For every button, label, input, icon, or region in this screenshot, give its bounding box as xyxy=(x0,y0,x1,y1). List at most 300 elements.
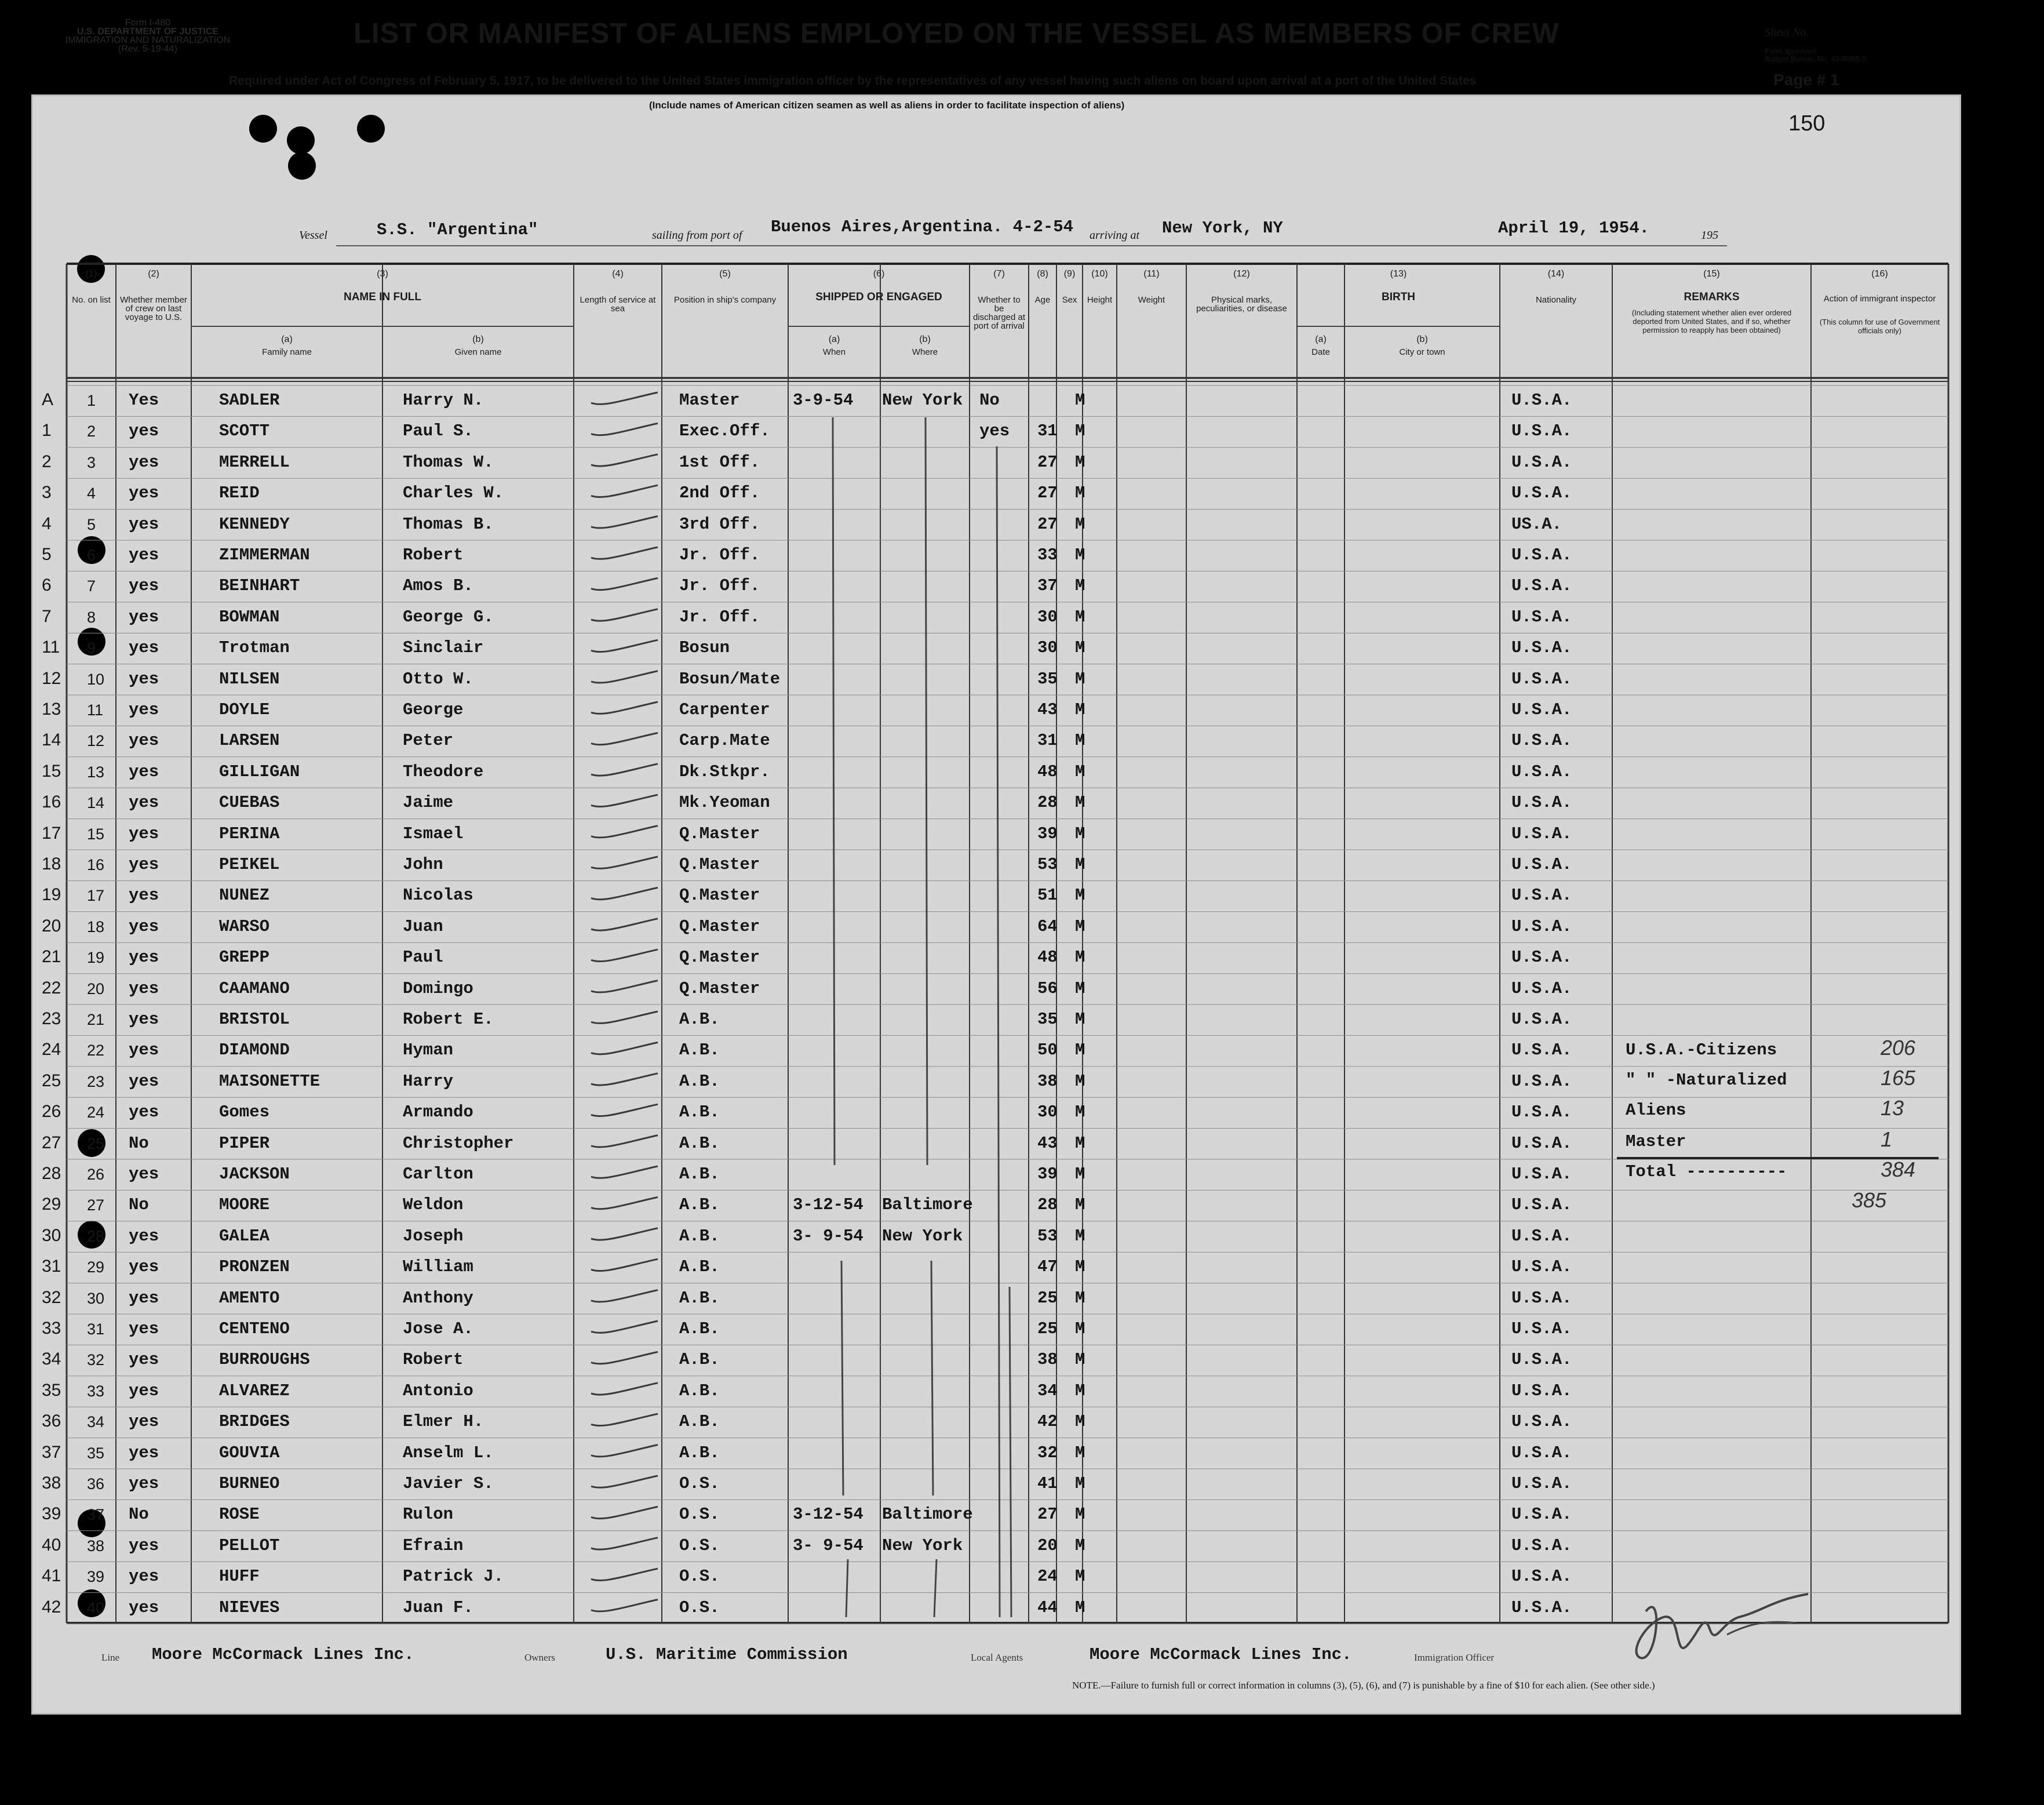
nationality: U.S.A. xyxy=(1511,1257,1572,1277)
nationality: U.S.A. xyxy=(1511,700,1572,719)
col-previous-voyage-number: (2) xyxy=(148,269,159,279)
given-name: Jose A. xyxy=(403,1319,473,1338)
service-check-mark xyxy=(591,1104,658,1116)
nationality: U.S.A. xyxy=(1511,1226,1572,1246)
sex: M xyxy=(1075,638,1085,658)
given-name: Joseph xyxy=(403,1226,464,1246)
sex: M xyxy=(1075,1443,1085,1462)
row-number: 31 xyxy=(87,1320,105,1338)
family-name: AMENTO xyxy=(219,1288,280,1308)
position: A.B. xyxy=(679,1133,720,1153)
given-name: Robert E. xyxy=(403,1010,494,1029)
col-when-label: When xyxy=(822,347,846,357)
position: Q.Master xyxy=(679,824,760,843)
position: A.B. xyxy=(679,1350,720,1370)
row-number: 9 xyxy=(87,639,96,657)
previous-voyage: yes xyxy=(129,607,159,627)
age: 27 xyxy=(1037,1505,1058,1524)
service-check-mark xyxy=(591,1383,658,1395)
given-name: Juan F. xyxy=(403,1597,473,1617)
agents-name: Moore McCormack Lines Inc. xyxy=(1090,1645,1352,1664)
family-name: MERRELL xyxy=(219,452,290,472)
year-suffix: 195 xyxy=(1701,229,1718,242)
sex: M xyxy=(1075,1195,1085,1215)
col-height-label: Height xyxy=(1087,295,1113,305)
family-name: GALEA xyxy=(219,1226,270,1246)
previous-voyage: yes xyxy=(129,576,159,596)
family-name: CAAMANO xyxy=(219,978,290,998)
family-name: BOWMAN xyxy=(219,607,280,627)
left-margin-number: 32 xyxy=(42,1287,61,1307)
service-check-mark xyxy=(591,1073,658,1085)
service-check-mark xyxy=(591,1259,658,1271)
col-action-label: Action of immigrant inspector xyxy=(1823,294,1936,304)
left-margin-number: 29 xyxy=(42,1195,61,1214)
age: 38 xyxy=(1037,1350,1058,1370)
age: 25 xyxy=(1037,1288,1058,1308)
row-number: 3 xyxy=(87,453,96,471)
sex: M xyxy=(1075,1567,1085,1586)
shipped-where: Baltimore xyxy=(882,1195,973,1215)
row-number: 36 xyxy=(87,1475,105,1493)
family-name: REID xyxy=(219,483,260,503)
row-number: 18 xyxy=(87,918,105,936)
family-name: NIEVES xyxy=(219,1597,280,1617)
family-name: ALVAREZ xyxy=(219,1381,290,1400)
col-where-label: Where xyxy=(912,347,938,357)
previous-voyage: yes xyxy=(129,1102,159,1122)
left-margin-number: 3 xyxy=(42,483,52,503)
position: Bosun xyxy=(679,638,730,658)
given-name: Elmer H. xyxy=(403,1412,484,1432)
previous-voyage: yes xyxy=(129,1535,159,1555)
col-age-number: (8) xyxy=(1037,269,1048,279)
left-margin-number: 27 xyxy=(42,1133,61,1152)
sex: M xyxy=(1075,421,1085,441)
sex: M xyxy=(1075,1040,1085,1060)
service-check-mark xyxy=(591,1011,658,1023)
sex: M xyxy=(1075,1474,1085,1493)
previous-voyage: yes xyxy=(129,855,159,874)
sex: M xyxy=(1075,731,1085,751)
sex: M xyxy=(1075,607,1085,627)
family-name: PELLOT xyxy=(219,1535,280,1555)
sex: M xyxy=(1075,1226,1085,1246)
col-weight-number: (11) xyxy=(1143,269,1160,279)
service-check-mark xyxy=(591,454,658,466)
row-number: 25 xyxy=(87,1134,105,1152)
previous-voyage: yes xyxy=(129,1597,159,1617)
position: Jr. Off. xyxy=(679,607,760,627)
position: Master xyxy=(679,391,740,410)
previous-voyage: yes xyxy=(129,762,159,781)
given-name: Domingo xyxy=(403,978,473,998)
col-action-number: (16) xyxy=(1871,269,1888,279)
given-name: Charles W. xyxy=(403,483,504,503)
row-number: 7 xyxy=(87,577,96,595)
previous-voyage: yes xyxy=(129,421,159,441)
nationality: U.S.A. xyxy=(1511,391,1572,410)
nationality: U.S.A. xyxy=(1511,1381,1572,1400)
previous-voyage: yes xyxy=(129,1040,159,1060)
left-margin-number: 15 xyxy=(42,761,61,781)
col-given-number: (b) xyxy=(472,334,484,344)
age: 44 xyxy=(1037,1597,1058,1617)
line-label: Line xyxy=(101,1652,120,1663)
nationality: U.S.A. xyxy=(1511,1040,1572,1060)
position: Q.Master xyxy=(679,916,760,936)
family-name: PERINA xyxy=(219,824,280,843)
service-check-mark xyxy=(591,516,658,528)
shipped-when: 3-12-54 xyxy=(793,1195,863,1215)
officer-label: Immigration Officer xyxy=(1414,1652,1495,1663)
nationality: U.S.A. xyxy=(1511,855,1572,874)
family-name: Gomes xyxy=(219,1102,270,1122)
sex: M xyxy=(1075,576,1085,596)
service-check-mark xyxy=(591,702,658,714)
col-remarks-number: (15) xyxy=(1703,269,1720,279)
arriving-label: arriving at xyxy=(1090,229,1140,242)
col-birth-city-label: City or town xyxy=(1399,347,1445,357)
left-margin-number: 4 xyxy=(42,514,52,533)
row-number: 12 xyxy=(87,732,105,750)
given-name: Nicolas xyxy=(403,886,473,905)
col-length-service-label: Length of service at sea xyxy=(580,295,656,314)
service-check-mark xyxy=(591,609,658,621)
previous-voyage: Yes xyxy=(129,391,159,410)
service-check-mark xyxy=(591,1042,658,1054)
left-margin-number: 24 xyxy=(42,1040,61,1060)
summary-count: 1 xyxy=(1881,1127,1893,1151)
family-name: WARSO xyxy=(219,916,270,936)
row-number: 22 xyxy=(87,1042,105,1060)
nationality: U.S.A. xyxy=(1511,669,1572,689)
nationality: U.S.A. xyxy=(1511,1597,1572,1617)
previous-voyage: yes xyxy=(129,1288,159,1308)
given-name: Armando xyxy=(403,1102,473,1122)
col-weight-label: Weight xyxy=(1138,295,1165,305)
service-check-mark xyxy=(591,1136,658,1147)
left-margin-number: 13 xyxy=(42,700,61,719)
family-name: ZIMMERMAN xyxy=(219,545,310,565)
given-name: John xyxy=(403,855,443,874)
position: A.B. xyxy=(679,1226,720,1246)
col-birth-city-number: (b) xyxy=(1416,334,1428,344)
col-physical-marks-label: Physical marks, peculiarities, or disease xyxy=(1196,295,1287,314)
summary-label: Total ---------- xyxy=(1626,1162,1787,1181)
position: A.B. xyxy=(679,1071,720,1091)
family-name: LARSEN xyxy=(219,731,280,751)
position: O.S. xyxy=(679,1567,720,1586)
family-name: NUNEZ xyxy=(219,886,270,905)
left-margin-number: 35 xyxy=(42,1380,61,1400)
subtitle: Required under Act of Congress of February 5, 1917, to be delivered to the United States immigration officer by the representatives of any vessel having such aliens on board upon arrival at a port of the United States xyxy=(229,74,1477,88)
previous-voyage: yes xyxy=(129,1567,159,1586)
left-margin-number: 5 xyxy=(42,545,52,564)
nationality: US.A. xyxy=(1511,514,1562,534)
age: 42 xyxy=(1037,1412,1058,1432)
previous-voyage: yes xyxy=(129,638,159,658)
family-name: PIPER xyxy=(219,1133,270,1153)
family-name: BRIDGES xyxy=(219,1412,290,1432)
position: Q.Master xyxy=(679,978,760,998)
service-check-mark xyxy=(591,1600,658,1611)
service-check-mark xyxy=(591,1352,658,1363)
family-name: MOORE xyxy=(219,1195,270,1215)
left-margin-number: 34 xyxy=(42,1349,61,1369)
left-margin-number: 21 xyxy=(42,947,61,967)
given-name: George G. xyxy=(403,607,494,627)
age: 28 xyxy=(1037,793,1058,813)
summary-count: 165 xyxy=(1881,1066,1916,1090)
sex: M xyxy=(1075,391,1085,410)
position: A.B. xyxy=(679,1319,720,1338)
age: 50 xyxy=(1037,1040,1058,1060)
row-number: 21 xyxy=(87,1011,105,1028)
nationality: U.S.A. xyxy=(1511,607,1572,627)
age: 38 xyxy=(1037,1071,1058,1091)
left-margin-number: 22 xyxy=(42,978,61,998)
given-name: Jaime xyxy=(403,793,454,813)
service-check-mark xyxy=(591,1228,658,1240)
given-name: Javier S. xyxy=(403,1474,494,1493)
sex: M xyxy=(1075,1071,1085,1091)
given-name: Amos B. xyxy=(403,576,473,596)
left-margin-number: 28 xyxy=(42,1164,61,1183)
age: 48 xyxy=(1037,948,1058,967)
given-name: Carlton xyxy=(403,1164,473,1184)
family-name: GREPP xyxy=(219,948,270,967)
row-number: 4 xyxy=(87,485,96,503)
service-check-mark xyxy=(591,671,658,683)
left-margin-number: 40 xyxy=(42,1535,61,1555)
position: A.B. xyxy=(679,1164,720,1184)
left-margin-number: 19 xyxy=(42,885,61,905)
age: 32 xyxy=(1037,1443,1058,1462)
row-number: 13 xyxy=(87,763,105,781)
shipped-where: New York xyxy=(882,391,963,410)
service-check-mark xyxy=(591,1476,658,1487)
col-discharged-number: (7) xyxy=(993,269,1005,279)
col-length-service-number: (4) xyxy=(612,269,624,279)
col-name-label: NAME IN FULL xyxy=(343,291,422,303)
previous-voyage: yes xyxy=(129,978,159,998)
sex: M xyxy=(1075,1381,1085,1400)
previous-voyage: yes xyxy=(129,514,159,534)
left-margin-number: 31 xyxy=(42,1257,61,1276)
left-margin-number: 42 xyxy=(42,1597,61,1617)
col-height-number: (10) xyxy=(1091,269,1108,279)
nationality: U.S.A. xyxy=(1511,638,1572,658)
previous-voyage: yes xyxy=(129,1381,159,1400)
age: 30 xyxy=(1037,638,1058,658)
left-margin-number: 25 xyxy=(42,1071,61,1090)
previous-voyage: yes xyxy=(129,545,159,565)
given-name: Thomas W. xyxy=(403,452,494,472)
summary-label: Master xyxy=(1626,1132,1686,1151)
penalty-note: NOTE.—Failure to furnish full or correct information in columns (3), (5), (6), and (7) is punishable by a fine of $10 for each alien. (See other side.) xyxy=(1072,1680,1655,1691)
left-margin-number: 7 xyxy=(42,606,52,626)
sex: M xyxy=(1075,978,1085,998)
sex: M xyxy=(1075,452,1085,472)
left-margin-number: 30 xyxy=(42,1225,61,1245)
sex: M xyxy=(1075,762,1085,781)
row-number: 5 xyxy=(87,515,96,533)
row-number: 23 xyxy=(87,1072,105,1090)
sex: M xyxy=(1075,514,1085,534)
sex: M xyxy=(1075,1412,1085,1432)
nationality: U.S.A. xyxy=(1511,452,1572,472)
previous-voyage: yes xyxy=(129,1412,159,1432)
given-name: Rulon xyxy=(403,1505,454,1524)
given-name: Sinclair xyxy=(403,638,484,658)
col-action-note: (This column for use of Government officials only) xyxy=(1819,318,1940,335)
family-name: NILSEN xyxy=(219,669,280,689)
row-number: 6 xyxy=(87,547,96,564)
col-no-label: No. on list xyxy=(72,295,111,305)
sailing-label: sailing from port of xyxy=(652,229,742,242)
given-name: Theodore xyxy=(403,762,484,781)
service-check-mark xyxy=(591,981,658,992)
nationality: U.S.A. xyxy=(1511,948,1572,967)
age: 31 xyxy=(1037,731,1058,751)
previous-voyage: yes xyxy=(129,1257,159,1277)
position: A.B. xyxy=(679,1010,720,1029)
previous-voyage: yes xyxy=(129,886,159,905)
position: O.S. xyxy=(679,1535,720,1555)
sex: M xyxy=(1075,700,1085,719)
given-name: Weldon xyxy=(403,1195,464,1215)
left-margin-number: 2 xyxy=(42,452,52,471)
age: 30 xyxy=(1037,607,1058,627)
given-name: Robert xyxy=(403,545,464,565)
service-check-mark xyxy=(591,423,658,435)
age: 30 xyxy=(1037,1102,1058,1122)
left-margin-number: 33 xyxy=(42,1319,61,1338)
nationality: U.S.A. xyxy=(1511,1443,1572,1462)
sex: M xyxy=(1075,1164,1085,1184)
summary-label: U.S.A.-Citizens xyxy=(1626,1040,1777,1060)
age: 37 xyxy=(1037,576,1058,596)
family-name: CENTENO xyxy=(219,1319,290,1338)
col-name-number: (3) xyxy=(377,269,388,279)
col-remarks-note: (Including statement whether alien ever ordered deported from United States, and if so, whether permission to reapply has been obtained) xyxy=(1631,308,1792,334)
sex: M xyxy=(1075,1257,1085,1277)
stamp-number: 150 xyxy=(1788,111,1826,136)
row-number: 26 xyxy=(87,1166,105,1183)
left-margin-number: 11 xyxy=(42,638,60,657)
left-margin-number: 17 xyxy=(42,823,61,843)
nationality: U.S.A. xyxy=(1511,1412,1572,1432)
sheet-label: Sheet No. xyxy=(1765,26,1809,39)
position: A.B. xyxy=(679,1257,720,1277)
given-name: Efrain xyxy=(403,1535,464,1555)
col-shipped-label: SHIPPED OR ENGAGED xyxy=(815,291,942,303)
sex: M xyxy=(1075,1010,1085,1029)
nationality: U.S.A. xyxy=(1511,1319,1572,1338)
family-name: HUFF xyxy=(219,1567,260,1586)
col-physical-marks-number: (12) xyxy=(1233,269,1250,279)
family-name: DOYLE xyxy=(219,700,270,719)
previous-voyage: yes xyxy=(129,916,159,936)
age: 35 xyxy=(1037,1010,1058,1029)
sex: M xyxy=(1075,669,1085,689)
previous-voyage: yes xyxy=(129,793,159,813)
row-number: 20 xyxy=(87,980,105,998)
position: Bosun/Mate xyxy=(679,669,781,689)
given-name: Otto W. xyxy=(403,669,473,689)
shipped-where: Baltimore xyxy=(882,1505,973,1524)
family-name: DIAMOND xyxy=(219,1040,290,1060)
row-number: 33 xyxy=(87,1382,105,1400)
service-check-mark xyxy=(591,949,658,961)
position: Mk.Yeoman xyxy=(679,793,770,813)
left-margin-number: 41 xyxy=(42,1566,61,1586)
service-check-mark xyxy=(591,887,658,899)
nationality: U.S.A. xyxy=(1511,1474,1572,1493)
age: 53 xyxy=(1037,1226,1058,1246)
service-check-mark xyxy=(591,1506,658,1518)
previous-voyage: No xyxy=(129,1505,149,1524)
given-name: Peter xyxy=(403,731,454,751)
summary-count: 206 xyxy=(1881,1036,1916,1060)
age: 28 xyxy=(1037,1195,1058,1215)
previous-voyage: yes xyxy=(129,1443,159,1462)
shipped-when: 3-9-54 xyxy=(793,391,854,410)
previous-voyage: yes xyxy=(129,1474,159,1493)
row-number: 14 xyxy=(87,794,105,812)
budget-bureau: Budget Bureau No. 43-R065.5. xyxy=(1765,54,1868,63)
position: A.B. xyxy=(679,1040,720,1060)
nationality: U.S.A. xyxy=(1511,576,1572,596)
age: 24 xyxy=(1037,1567,1058,1586)
row-number: 35 xyxy=(87,1444,105,1462)
row-number: 30 xyxy=(87,1289,105,1307)
col-sex-label: Sex xyxy=(1062,295,1077,305)
left-margin-number: 6 xyxy=(42,576,52,595)
row-number: 40 xyxy=(87,1599,105,1617)
sex: M xyxy=(1075,916,1085,936)
left-margin-number: 18 xyxy=(42,854,61,874)
discharged: No xyxy=(979,391,1000,410)
family-name: ROSE xyxy=(219,1505,260,1524)
col-previous-voyage-label: Whether member of crew on last voyage to U.S. xyxy=(120,295,187,322)
vessel-label: Vessel xyxy=(299,229,327,242)
position: Dk.Stkpr. xyxy=(679,762,770,781)
row-number: 32 xyxy=(87,1351,105,1369)
col-position-number: (5) xyxy=(719,269,731,279)
summary-total-correction: 385 xyxy=(1852,1188,1887,1212)
shipped-where: New York xyxy=(882,1535,963,1555)
nationality: U.S.A. xyxy=(1511,1133,1572,1153)
row-number: 10 xyxy=(87,670,105,688)
previous-voyage: yes xyxy=(129,700,159,719)
previous-voyage: yes xyxy=(129,948,159,967)
given-name: Ismael xyxy=(403,824,464,843)
arrival-port: New York, NY xyxy=(1162,219,1283,238)
age: 64 xyxy=(1037,916,1058,936)
row-number: 11 xyxy=(87,701,104,719)
row-number: 15 xyxy=(87,825,105,843)
service-check-mark xyxy=(591,1166,658,1178)
nationality: U.S.A. xyxy=(1511,545,1572,565)
sex: M xyxy=(1075,1102,1085,1122)
sex: M xyxy=(1075,886,1085,905)
col-remarks-label: REMARKS xyxy=(1684,291,1740,303)
service-check-mark xyxy=(591,640,658,652)
age: 31 xyxy=(1037,421,1058,441)
approved-line: Form approved. xyxy=(1765,47,1818,56)
